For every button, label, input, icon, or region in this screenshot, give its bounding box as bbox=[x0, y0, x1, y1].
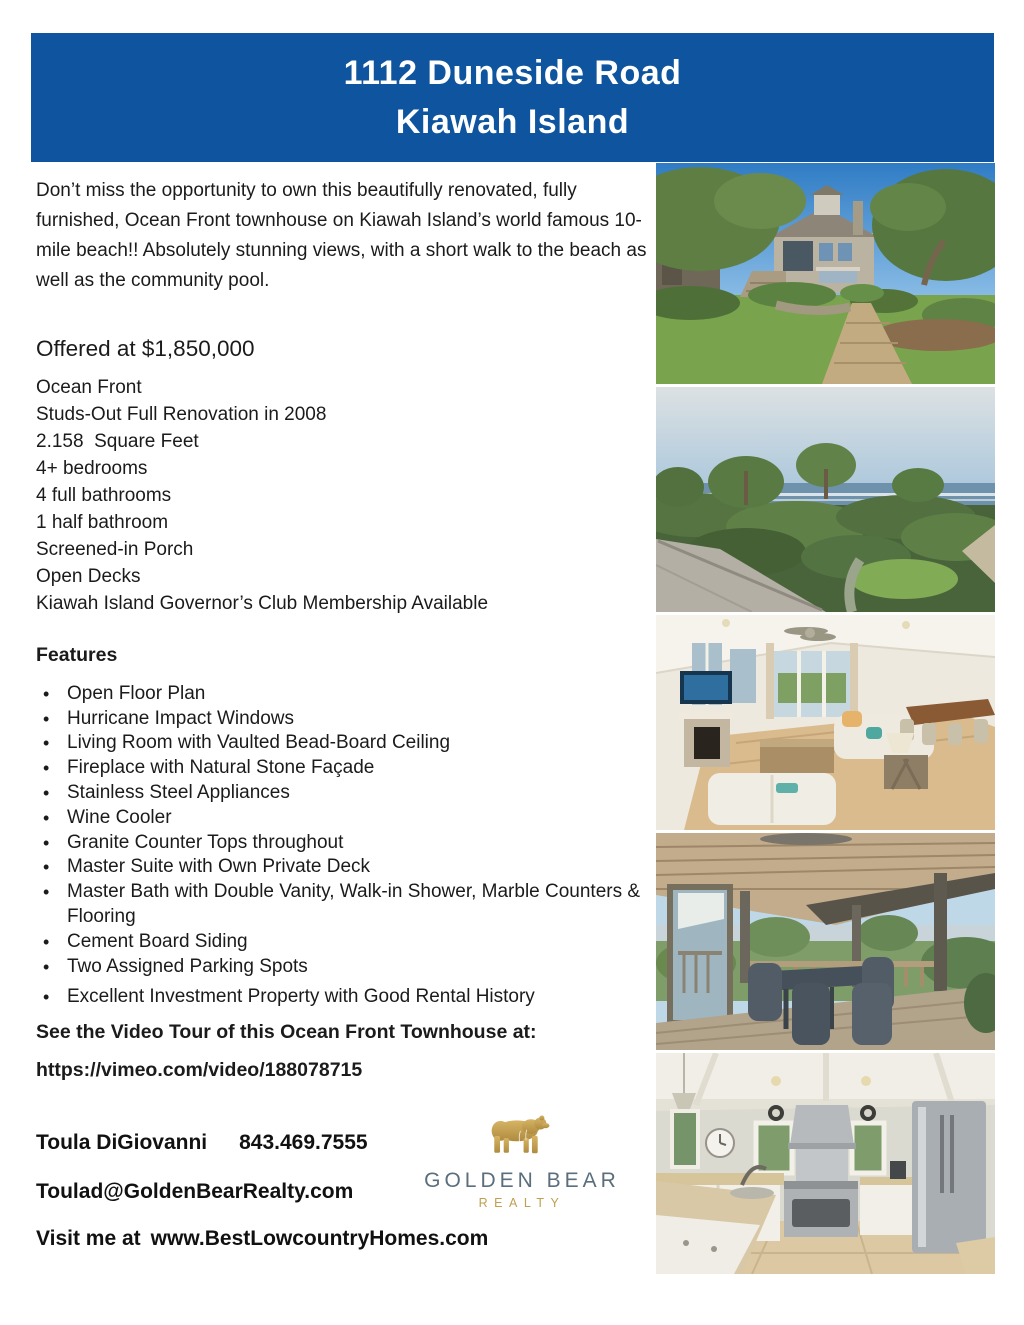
photo-screened-porch bbox=[656, 833, 995, 1050]
photo-exterior-garden-view bbox=[656, 163, 995, 384]
visit-line bbox=[36, 1227, 488, 1250]
address-title: 1112 Duneside Road bbox=[343, 54, 682, 92]
visit-label: Visit me at bbox=[36, 1227, 141, 1251]
photo-kitchen bbox=[656, 1053, 995, 1274]
feature-item: • Granite Counter Tops throughout bbox=[36, 831, 654, 856]
feature-item: • Excellent Investment Property with Good Rental History bbox=[36, 985, 654, 1010]
property-detail-item: Studs-Out Full Renovation in 2008 bbox=[36, 403, 327, 425]
intro-paragraph: Don’t miss the opportunity to own this beautifully renovated, fully furnished, Ocean Front townhouse on Kiawah Island’s world famous 10-mile beach!! Absolutely stunning views, with a short walk to the beach as well as the community pool. bbox=[36, 180, 647, 291]
property-detail-item: Kiawah Island Governor’s Club Membership Available bbox=[36, 592, 489, 614]
photo-ocean-view bbox=[656, 387, 995, 612]
features-heading: Features bbox=[36, 643, 118, 666]
logo-sub-text: REALTY bbox=[478, 1196, 566, 1210]
property-detail-item: 4 full bathrooms bbox=[36, 484, 172, 506]
golden-bear-icon bbox=[488, 1112, 556, 1158]
property-detail-item: Ocean Front bbox=[36, 376, 142, 398]
header-banner bbox=[31, 33, 994, 162]
feature-item: • Master Bath with Double Vanity, Walk-in Shower, Marble Counters & Flooring bbox=[36, 880, 654, 930]
video-tour-link[interactable]: https://vimeo.com/video/188078715 bbox=[36, 1058, 363, 1081]
photo-strip bbox=[656, 163, 995, 1274]
brokerage-logo bbox=[405, 1112, 639, 1210]
photo-living-room bbox=[656, 615, 995, 830]
agent-email[interactable]: Toulad@GoldenBearRealty.com bbox=[36, 1180, 354, 1204]
property-details-list bbox=[36, 374, 654, 617]
feature-item: • Wine Cooler bbox=[36, 806, 654, 831]
location-title: Kiawah Island bbox=[395, 103, 630, 141]
logo-brand-text: GOLDEN BEAR bbox=[424, 1169, 620, 1192]
feature-item: • Living Room with Vaulted Bead-Board Ceiling bbox=[36, 731, 654, 756]
property-detail-item: 4+ bedrooms bbox=[36, 457, 148, 479]
property-detail-item: Screened-in Porch bbox=[36, 538, 194, 560]
video-tour-label: See the Video Tour of this Ocean Front Townhouse at: bbox=[36, 1021, 537, 1044]
agent-phone: 843.469.7555 bbox=[239, 1131, 368, 1154]
feature-item: • Two Assigned Parking Spots bbox=[36, 955, 654, 980]
agent-website[interactable]: www.BestLowcountryHomes.com bbox=[150, 1227, 489, 1251]
offer-price: Offered at $1,850,000 bbox=[36, 336, 255, 361]
feature-item: • Open Floor Plan bbox=[36, 682, 654, 707]
agent-name: Toula DiGiovanni bbox=[36, 1131, 208, 1154]
property-detail-item: 2.158 Square Feet bbox=[36, 430, 199, 452]
features-list bbox=[36, 682, 654, 1010]
property-detail-item: Open Decks bbox=[36, 565, 141, 587]
feature-item: • Master Suite with Own Private Deck bbox=[36, 855, 654, 880]
feature-item: • Cement Board Siding bbox=[36, 930, 654, 955]
feature-item: • Stainless Steel Appliances bbox=[36, 781, 654, 806]
feature-item: • Hurricane Impact Windows bbox=[36, 707, 654, 732]
property-detail-item: 1 half bathroom bbox=[36, 511, 169, 533]
body-copy-column bbox=[36, 176, 654, 1082]
feature-item: • Fireplace with Natural Stone Façade bbox=[36, 756, 654, 781]
